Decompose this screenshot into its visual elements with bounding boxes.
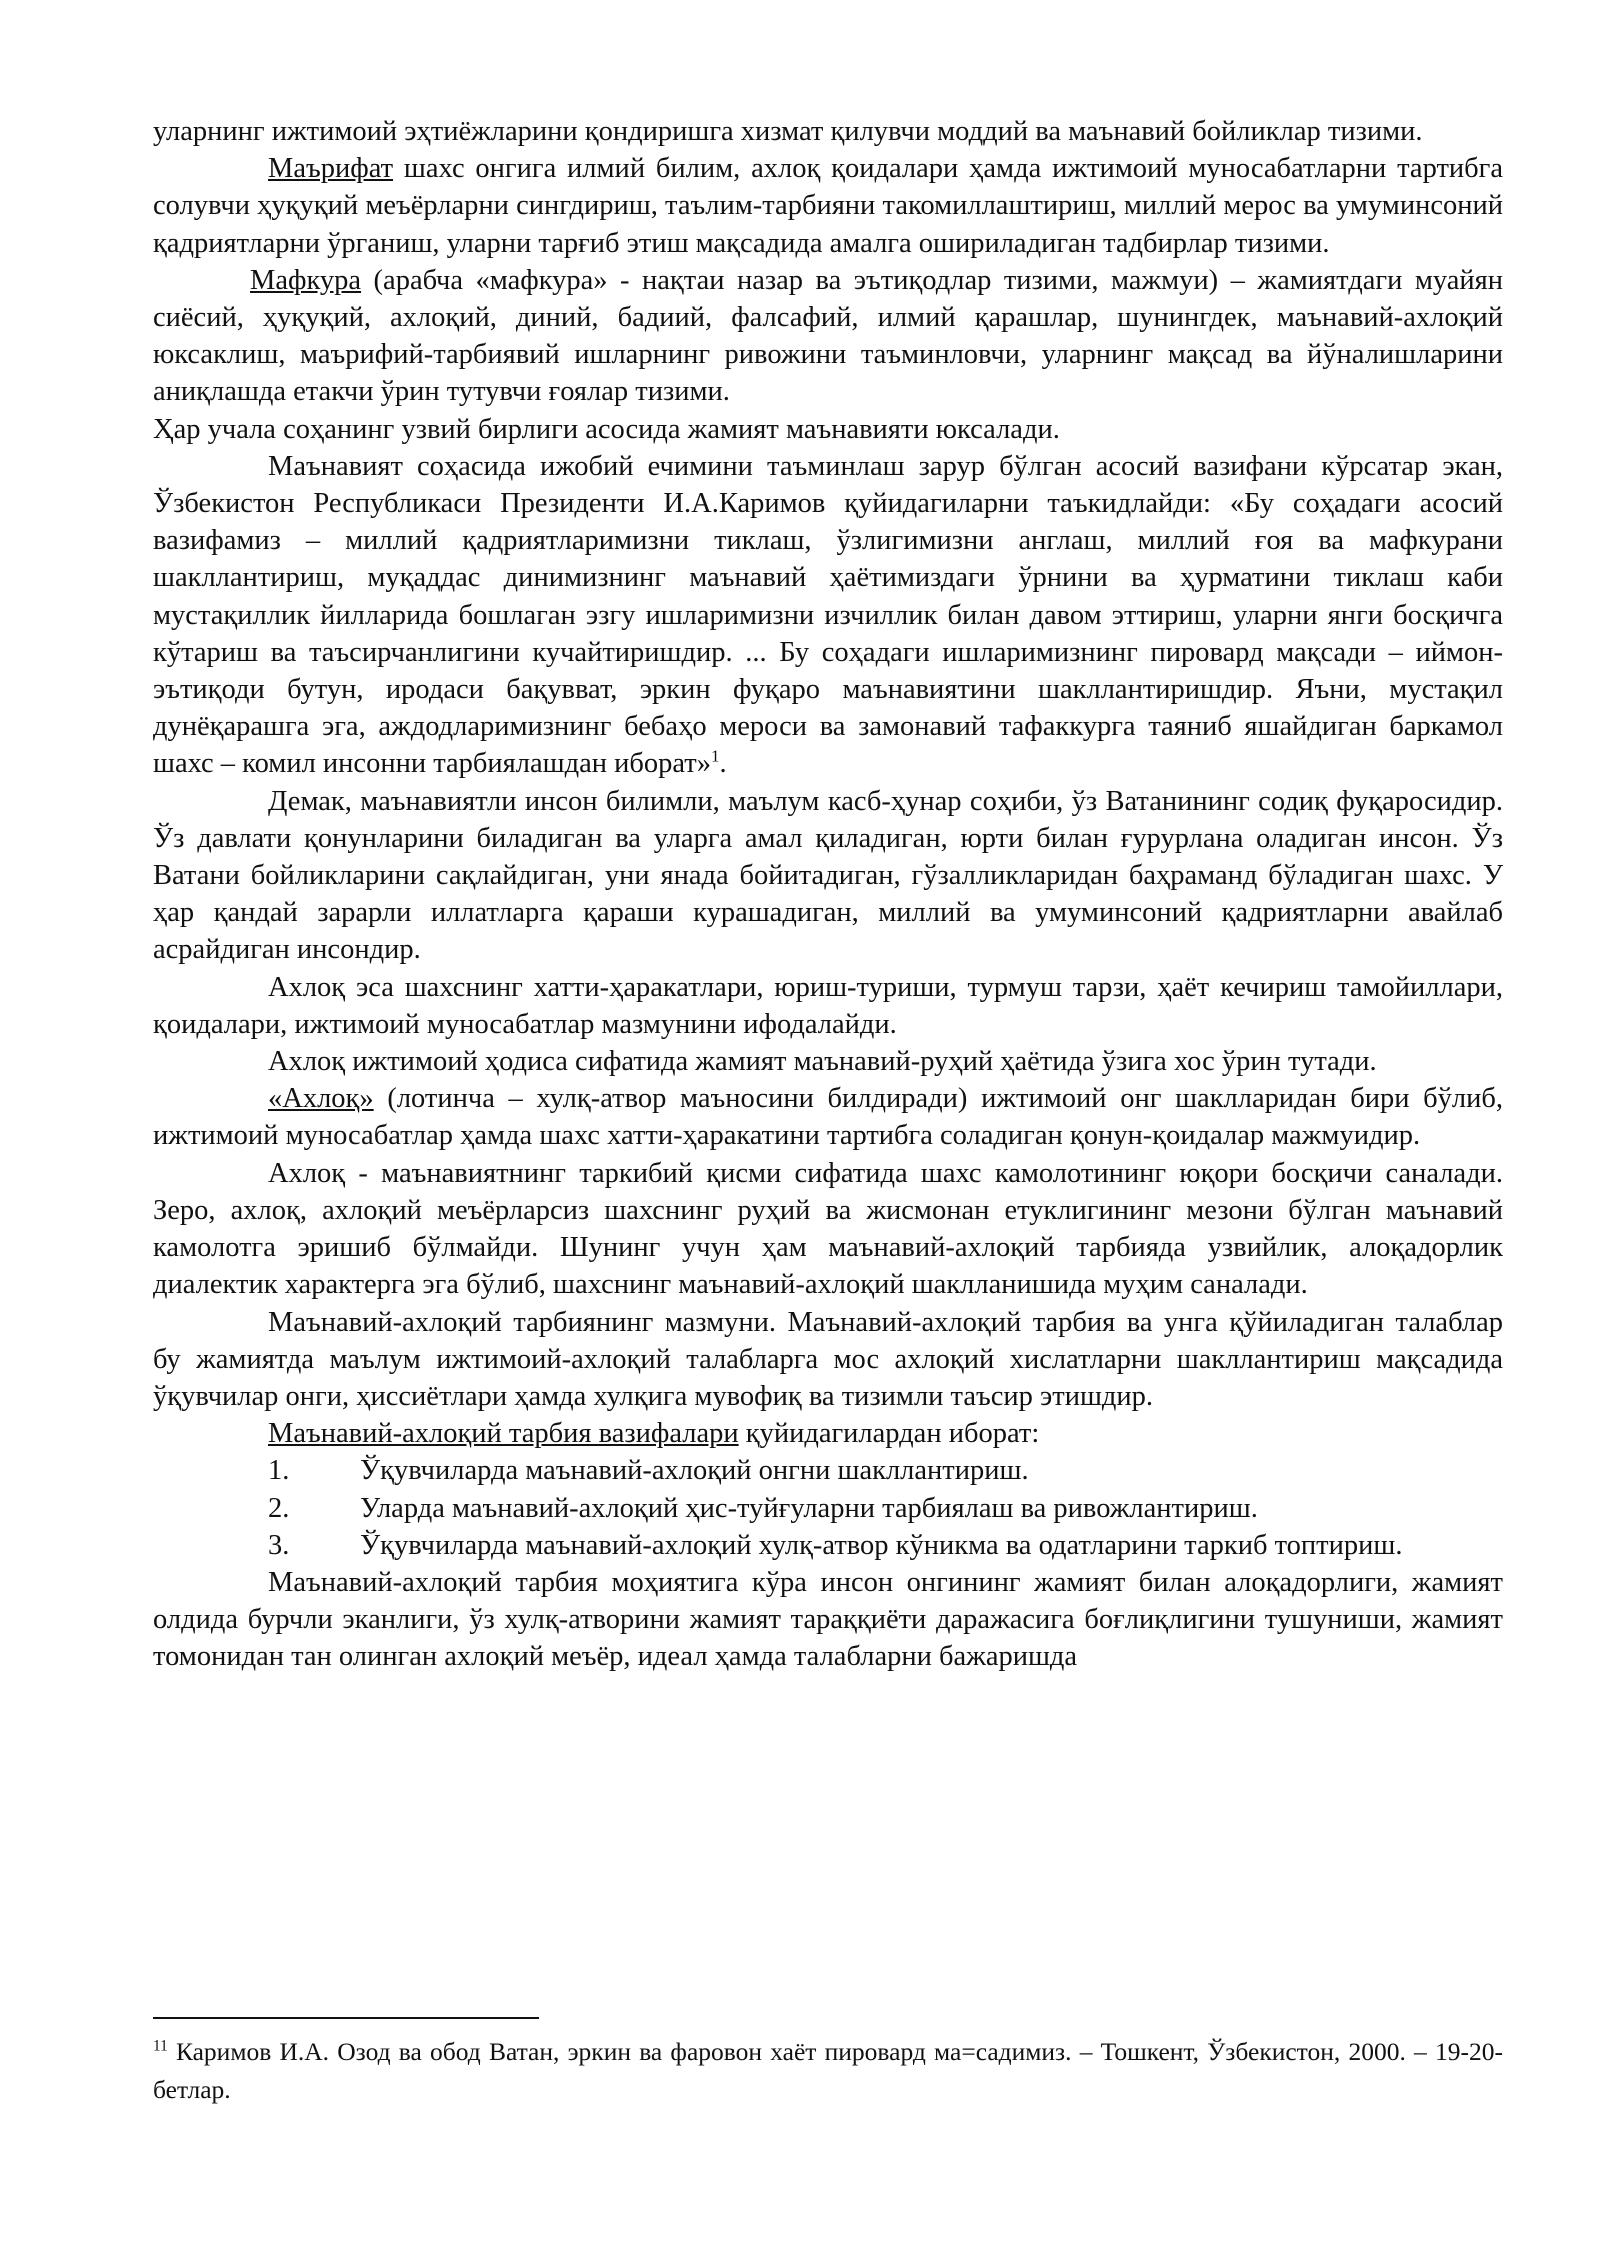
list-item <box>153 1490 1503 1527</box>
paragraph-1: уларнинг ижтимоий эҳтиёжларини қондиришга хизмат қилувчи моддий ва маънавий бойликлар тизими. <box>153 116 1423 147</box>
footnote-mark: 11 <box>153 2037 168 2055</box>
paragraph-marifat <box>153 150 1503 262</box>
paragraph-7: Ахлоқ эса шахснинг хатти-ҳаракатлари, юриш-туриши, турмуш тарзи, ҳаёт кечириш тамойиллари, қоидалари, ижтимоий муносабатлар мазмунини ифодалайди. <box>153 971 1503 1040</box>
paragraph-11: Маънавий-ахлоқий тарбиянинг мазмуни. Маънавий-ахлоқий тарбия ва унга қўйиладиган талаблар бу жамиятда маълум ижтимоий-ахлоқий талабларга мос ахлоқий хислатларни шакллантириш мақсадида ўқувчилар онги, ҳиссиётлари ҳамда хулқига мувофиқ ва тизимли таъсир этишдир. <box>153 1306 1503 1412</box>
footnote-separator <box>153 2017 539 2019</box>
list-text: Уларда маънавий-ахлоқий ҳис-туйғуларни тарбиялаш ва ривожлантириш. <box>360 1492 1258 1524</box>
marifat-definition: шахс онгига илмий билим, ахлоқ қоидалари ҳамда ижтимоий муносабатларни тартибга солувчи ҳуқуқий меъёрларни сингдириш, таълим-тарбияни такомиллаштириш, миллий мерос ва умуминсоний қадриятларни ўрганиш, уларни тарғиб этиш мақсадида амалга ошириладиган тадбирлар тизими. <box>153 153 1503 259</box>
paragraph-quote <box>153 448 1503 783</box>
paragraph-axloq <box>153 1080 1503 1154</box>
document-body <box>153 113 1503 1676</box>
paragraph-tasks-heading <box>153 1415 1503 1452</box>
list-number: 2. <box>268 1492 290 1524</box>
term-marifat: Маърифат <box>268 153 394 185</box>
paragraph-6: Демак, маънавиятли инсон билимли, маълум касб-ҳунар соҳиби, ўз Ватанининг содиқ фуқаросидир. Ўз давлати қонунларини биладиган ва уларга амал қиладиган, юрти билан ғурурлана оладиган инсон. Ўз Ватани бойликларини сақлайдиган, уни янада бойитадиган, гўзалликларидан баҳраманд бўладиган шахс. У ҳар қандай зарарли иллатларга қараши курашадиган, миллий ва умуминсоний қадриятларни авайлаб асрайдиган инсондир. <box>153 785 1503 966</box>
paragraph-13: Маънавий-ахлоқий тарбия моҳиятига кўра инсон онгининг жамият билан алоқадорлиги, жамият олдида бурчли эканлиги, ўз хулқ-атворини жамият тараққиёти даражасига боғлиқлигини тушуниши, жамият томонидан тан олинган ахлоқий меъёр, идеал ҳамда талабларни бажаришда <box>153 1566 1503 1673</box>
quote-end: . <box>719 748 727 780</box>
list-text: Ўқувчиларда маънавий-ахлоқий хулқ-атвор кўникма ва одатларини таркиб топтириш. <box>360 1529 1403 1561</box>
term-axloq: «Ахлоқ» <box>268 1083 374 1115</box>
list-number: 3. <box>268 1529 290 1561</box>
list-item <box>153 1452 1503 1489</box>
term-mafkura: Мафкура <box>250 264 362 296</box>
paragraph-8: Ахлоқ ижтимоий ҳодиса сифатида жамият маънавий-руҳий ҳаётида ўзига хос ўрин тутади. <box>268 1046 1377 1078</box>
paragraph-mafkura <box>153 262 1503 411</box>
mafkura-definition: (арабча «мафкура» - нақтаи назар ва эътиқодлар тизими, мажмуи) – жамиятдаги муайян сиёсий, ҳуқуқий, ахлоқий, диний, бадиий, фалсафий, илмий қарашлар, шунингдек, маънавий-ахлоқий юксаклиш, маърифий-тарбиявий ишларнинг ривожини таъминловчи, уларнинг мақсад ва йўналишларини аниқлашда етакчи ўрин тутувчи ғоялар тизими. <box>153 264 1503 408</box>
paragraph-10: Ахлоқ - маънавиятнинг таркибий қисми сифатида шахс камолотининг юқори босқичи саналади. Зеро, ахлоқ, ахлоқий меъёрларсиз шахснинг руҳий ва жисмонан етуклигининг мезони бўлган маънавий камолотга эришиб бўлмайди. Шунинг учун ҳам маънавий-ахлоқий тарбияда узвийлик, алоқадорлик диалектик характерга эга бўлиб, шахснинг маънавий-ахлоқий шаклланишида муҳим саналади. <box>153 1157 1503 1301</box>
quote-text: Маънавият соҳасида ижобий ечимини таъминлаш зарур бўлган асосий вазифани кўрсатар экан, Ўзбекистон Республикаси Президенти И.А.Каримов қуйидагиларни таъкидлайди: «Бу соҳадаги асосий вазифамиз – миллий қадриятларимизни тиклаш, ўзлигимизни англаш, миллий ғоя ва мафкурани шакллантириш, муқаддас динимизнинг маънавий ҳаётимиздаги ўрнини ва ҳурматини тиклаш каби мустақиллик йилларида бошлаган эзгу ишларимизни изчиллик билан давом эттириш, уларни янги босқичга кўтариш ва таъсирчанлигини кучайтиришдир. ... Бу соҳадаги ишларимизнинг пировард мақсади – иймон-эътиқоди бутун, иродаси бақувват, эркин фуқаро маънавиятини шакллантиришдир. Яъни, мустақил дунёқарашга эга, аждодларимизнинг бебаҳо мероси ва замонавий тафаккурга таяниб яшайдиган баркамол шахс – комил инсонни тарбиялашдан иборат» <box>153 450 1503 780</box>
axloq-definition: (лотинча – хулқ-атвор маъносини билдиради) ижтимоий онг шаклларидан бири бўлиб, ижтимоий муносабатлар ҳамда шахс хатти-ҳаракатини тартибга соладиган қонун-қоидалар мажмуидир. <box>153 1083 1503 1152</box>
list-item <box>153 1527 1503 1564</box>
paragraph-4: Ҳар учала соҳанинг узвий бирлиги асосида жамият маънавияти юксалади. <box>153 413 1060 445</box>
footnote <box>153 2033 1503 2109</box>
footnote-text: Каримов И.А. Озод ва обод Ватан, эркин ва фаровон хаёт пировард ма=садимиз. – Тошкент, Ўзбекистон, 2000. – 19-20-бетлар. <box>153 2037 1503 2104</box>
tasks-intro: қуйидагилардан иборат: <box>738 1418 1040 1450</box>
term-tasks: Маънавий-ахлоқий тарбия вазифалари <box>268 1418 739 1450</box>
list-number: 1. <box>268 1455 290 1487</box>
list-text: Ўқувчиларда маънавий-ахлоқий онгни шакллантириш. <box>360 1455 1029 1487</box>
footnote-reference: 1 <box>710 746 720 766</box>
